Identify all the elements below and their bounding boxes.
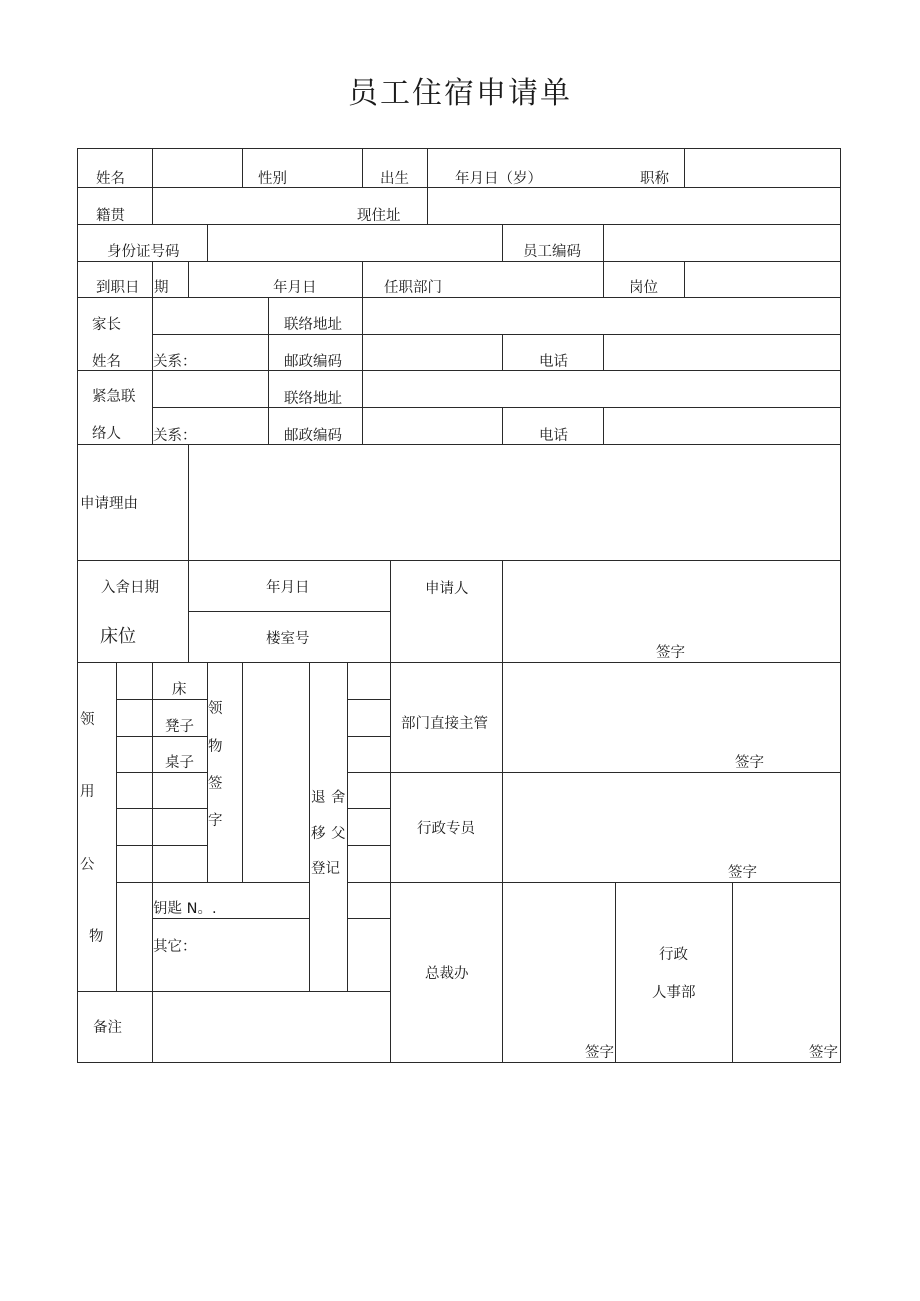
room-number-field[interactable]: 楼室号: [266, 631, 310, 647]
label-native-place: 籍贯: [96, 208, 125, 224]
label-hire-date-end: 期: [154, 280, 169, 296]
col-divider: [362, 261, 363, 297]
hr-signature-area[interactable]: [733, 883, 840, 1062]
col-divider: [502, 407, 503, 444]
row-divider: [116, 772, 208, 773]
row-divider: [152, 918, 309, 919]
parent-address-field[interactable]: [363, 298, 840, 334]
label-applicant: 申请人: [425, 581, 469, 597]
admin-signature-label: 签字: [728, 865, 757, 881]
other-items-field[interactable]: 其它：: [153, 939, 197, 955]
label-reason: 申请理由: [80, 496, 138, 512]
job-title-field[interactable]: [685, 149, 840, 187]
label-job-title: 职称: [640, 171, 669, 187]
emergency-relation-field[interactable]: 关系：: [153, 428, 197, 444]
key-number-field[interactable]: 钥匙 N。.: [153, 901, 217, 917]
row-divider: [347, 699, 390, 700]
label-parent-phone: 电话: [539, 354, 568, 370]
label-emergency-person: 络人: [92, 426, 121, 442]
table-border-left: [77, 148, 78, 1063]
col-divider: [152, 261, 153, 297]
return-register-char: 移: [311, 826, 326, 842]
supplies-label-char: 公: [80, 857, 95, 873]
receipt-sign-char: 物: [208, 739, 223, 755]
parent-postal-field[interactable]: [363, 335, 502, 370]
label-emergency: 紧急联: [92, 389, 136, 405]
reason-textarea[interactable]: [189, 445, 840, 560]
label-admin-specialist: 行政专员: [417, 821, 475, 837]
applicant-signature-label: 签字: [656, 645, 685, 661]
label-hire-date: 到职日: [96, 280, 140, 296]
col-divider: [116, 662, 117, 991]
row-divider: [347, 772, 390, 773]
supply-item-bed: 床: [172, 682, 187, 698]
row-divider: [347, 808, 390, 809]
col-divider: [615, 882, 616, 1063]
col-divider: [502, 334, 503, 370]
receipt-sign-char: 字: [208, 813, 223, 829]
label-emergency-postal: 邮政编码: [284, 428, 342, 444]
label-department: 任职部门: [384, 280, 442, 296]
label-emergency-phone: 电话: [539, 428, 568, 444]
label-bed: 床位: [100, 626, 136, 647]
supplies-label-char: 用: [80, 784, 95, 800]
col-divider: [390, 560, 391, 1063]
label-notes: 备注: [93, 1020, 122, 1036]
receipt-signature-area[interactable]: [243, 663, 309, 882]
hire-date-field[interactable]: 年月日: [273, 280, 317, 296]
label-gender: 性别: [258, 171, 287, 187]
supervisor-signature-area[interactable]: [503, 663, 840, 772]
receipt-sign-char: 领: [208, 701, 223, 717]
name-field[interactable]: [153, 149, 242, 187]
col-divider: [347, 662, 348, 991]
col-divider: [309, 662, 310, 991]
admin-signature-area[interactable]: [503, 773, 840, 882]
hr-signature-label: 签字: [809, 1045, 838, 1061]
col-divider: [242, 148, 243, 187]
label-id-number: 身份证号码: [107, 244, 180, 260]
emergency-address-field[interactable]: [363, 371, 840, 407]
label-parent-postal: 邮政编码: [284, 354, 342, 370]
emergency-name-field[interactable]: [153, 371, 268, 407]
label-parent: 家长: [92, 317, 121, 333]
label-current-address: 现住址: [357, 208, 401, 224]
row-divider: [347, 736, 390, 737]
president-signature-label: 签字: [585, 1045, 614, 1061]
row-divider: [188, 611, 390, 612]
label-name: 姓名: [96, 171, 125, 187]
birth-date-field[interactable]: 年月日（岁）: [455, 171, 542, 187]
emergency-phone-field[interactable]: [604, 408, 840, 444]
supplies-label-char: 物: [89, 929, 104, 945]
parent-name-field[interactable]: [153, 298, 268, 334]
supervisor-signature-label: 签字: [735, 755, 764, 771]
return-register-char: 登记: [311, 861, 340, 877]
label-emergency-address: 联络地址: [284, 391, 342, 407]
form-title: 员工住宿申请单: [348, 76, 572, 111]
gender-field[interactable]: [290, 149, 362, 187]
row-divider: [347, 882, 390, 883]
label-president-office: 总裁办: [425, 966, 469, 982]
position-field[interactable]: [685, 262, 840, 297]
label-parent-name: 姓名: [92, 354, 121, 370]
employee-id-field[interactable]: [604, 225, 840, 261]
table-border-bottom: [77, 1062, 841, 1063]
return-register-char: 舍: [331, 790, 346, 806]
col-divider: [502, 224, 503, 261]
col-divider: [362, 148, 363, 187]
id-number-field[interactable]: [208, 225, 502, 261]
label-birth: 出生: [380, 171, 409, 187]
move-in-date-field[interactable]: 年月日: [266, 580, 310, 596]
label-supervisor: 部门直接主管: [401, 716, 488, 732]
row-divider: [116, 882, 309, 883]
label-hr-line2: 人事部: [652, 985, 696, 1001]
label-position: 岗位: [629, 280, 658, 296]
row-divider: [347, 845, 390, 846]
supply-item-desk: 桌子: [165, 755, 194, 771]
department-field[interactable]: [450, 262, 603, 297]
row-divider: [116, 736, 208, 737]
col-divider: [207, 662, 208, 882]
current-address-field[interactable]: [428, 188, 840, 224]
supplies-label-char: 领: [80, 712, 95, 728]
label-parent-address: 联络地址: [284, 317, 342, 333]
label-hr-line1: 行政: [659, 947, 688, 963]
row-divider: [116, 699, 208, 700]
return-register-char: 父: [331, 826, 346, 842]
row-divider: [116, 808, 208, 809]
table-border-right: [840, 148, 841, 1063]
label-move-in-date: 入舍日期: [101, 580, 159, 596]
parent-relation-field[interactable]: 关系：: [153, 354, 197, 370]
supply-item-stool: 凳子: [165, 719, 194, 735]
row-divider: [116, 845, 208, 846]
receipt-sign-char: 签: [208, 776, 223, 792]
row-divider: [347, 918, 390, 919]
president-signature-area[interactable]: [503, 883, 615, 1062]
return-register-char: 退: [311, 790, 326, 806]
col-divider: [188, 261, 189, 297]
parent-phone-field[interactable]: [604, 335, 840, 370]
col-divider: [603, 261, 604, 297]
notes-field[interactable]: [153, 992, 390, 1062]
native-place-field[interactable]: [153, 188, 343, 224]
emergency-postal-field[interactable]: [363, 408, 502, 444]
label-employee-id: 员工编码: [523, 244, 581, 260]
col-divider: [268, 297, 269, 444]
